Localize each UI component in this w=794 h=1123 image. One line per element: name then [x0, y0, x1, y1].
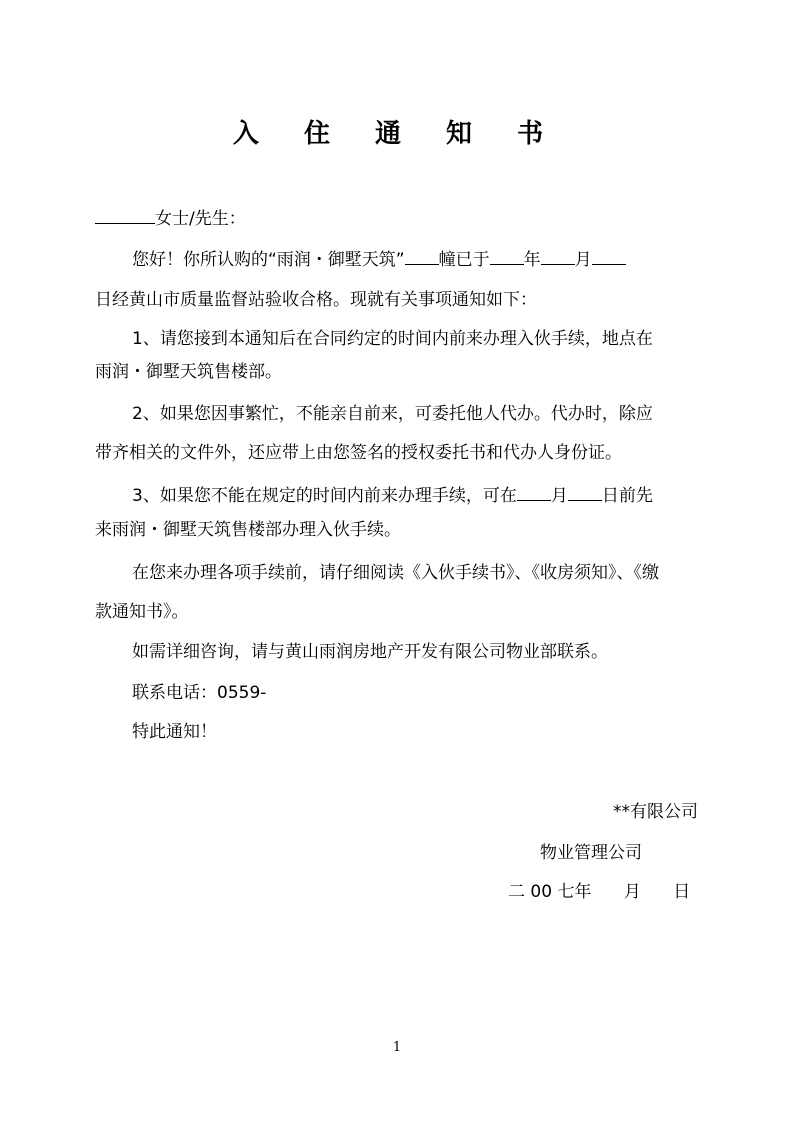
- building-blank: [405, 246, 439, 265]
- reading-line2: 款通知书》。: [95, 602, 189, 622]
- phone-line: 联系电话：0559-: [132, 683, 267, 703]
- item3-line2: 来雨润・御墅天筑售楼部办理入伙手续。: [95, 520, 401, 540]
- paragraph-greeting-line2: 日经黄山市质量监督站验收合格。现就有关事项通知如下：: [95, 290, 537, 310]
- reading-line1: 在您来办理各项手续前，请仔细阅读《入伙手续书》、《收房须知》、《缴: [132, 563, 659, 583]
- document-title: 入 住 通 知 书: [232, 119, 562, 149]
- item2-line1: 2、如果您因事繁忙，不能亲自前来，可委托他人代办。代办时，除应: [132, 404, 653, 424]
- contact-line: 如需详细咨询，请与黄山雨润房地产开发有限公司物业部联系。: [132, 642, 608, 662]
- department-name: 物业管理公司: [540, 843, 642, 863]
- salutation-line: [95, 205, 246, 231]
- building-suffix: 幢已于: [438, 250, 490, 270]
- name-blank: [95, 205, 155, 224]
- month-blank: [541, 246, 575, 265]
- paragraph-greeting-line1: [132, 246, 626, 272]
- year-blank: [490, 246, 524, 265]
- deadline-month-label: 月: [550, 486, 568, 506]
- deadline-day-blank: [568, 482, 602, 501]
- item3-line1: [132, 482, 653, 508]
- closing-line: 特此通知！: [132, 722, 217, 742]
- item1-line1: 1、请您接到本通知后在合同约定的时间内前来办理入伙手续，地点在: [132, 329, 653, 349]
- item3-text: 3、如果您不能在规定的时间内前来办理手续，可在: [132, 486, 517, 506]
- item2-line2: 带齐相关的文件外，还应带上由您签名的授权委托书和代办人身份证。: [95, 443, 622, 463]
- page-number: 1: [392, 1040, 402, 1055]
- signature-date: 二 00 七年 月 日: [508, 882, 691, 902]
- item1-line2: 雨润・御墅天筑售楼部。: [95, 362, 282, 382]
- month-label: 月: [574, 250, 592, 270]
- salutation-suffix: 女士/先生：: [155, 209, 246, 229]
- day-blank: [592, 246, 626, 265]
- year-label: 年: [523, 250, 541, 270]
- greeting-text: 您好！你所认购的“雨润・御墅天筑”: [132, 250, 405, 270]
- deadline-day-label: 日前先: [601, 486, 653, 506]
- deadline-month-blank: [517, 482, 551, 501]
- company-name: **有限公司: [613, 802, 698, 822]
